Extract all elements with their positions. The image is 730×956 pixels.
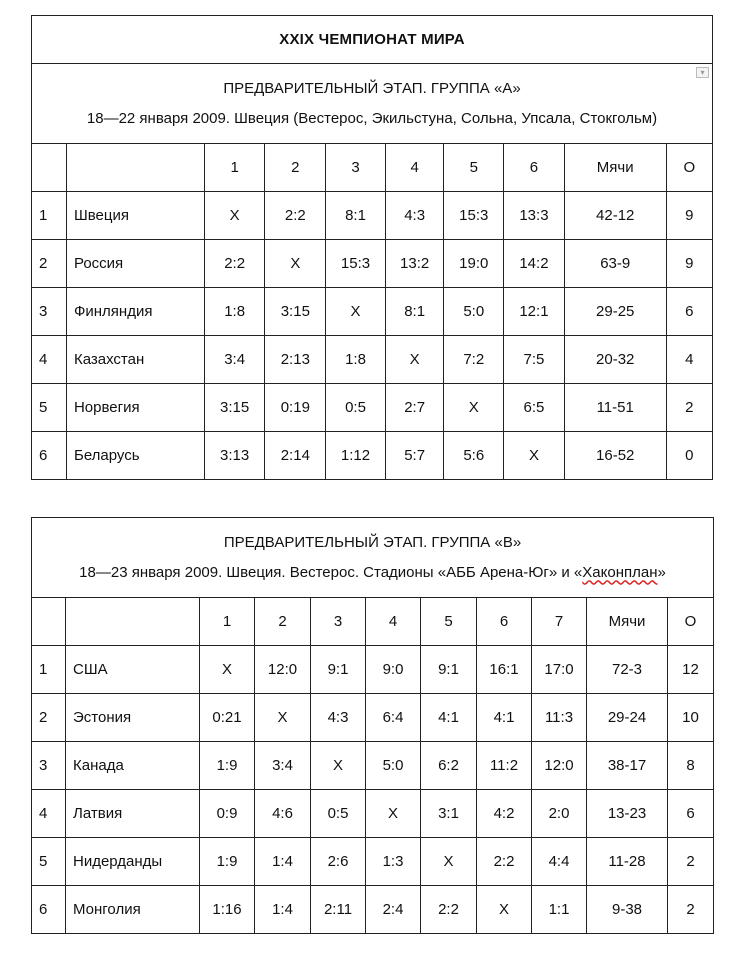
- place-cell: 4: [32, 790, 66, 838]
- result-cell: 0:5: [311, 790, 366, 838]
- championship-title: XXIX ЧЕМПИОНАТ МИРА: [32, 16, 713, 64]
- table-row: [32, 886, 714, 934]
- team-name-cell: Латвия: [66, 790, 200, 838]
- result-cell: 1:8: [326, 336, 386, 384]
- team-name-cell: Канада: [66, 742, 200, 790]
- column-header: 7: [532, 598, 587, 646]
- team-name-cell: Россия: [66, 240, 204, 288]
- result-cell: 19:0: [444, 240, 504, 288]
- column-header: 5: [421, 598, 477, 646]
- goals-cell: 11-28: [587, 838, 668, 886]
- result-cell: 8:1: [385, 288, 444, 336]
- result-cell: 2:7: [385, 384, 444, 432]
- team-name-cell: США: [66, 646, 200, 694]
- place-cell: 2: [32, 240, 67, 288]
- result-cell: 5:6: [444, 432, 504, 480]
- goals-cell: 72-3: [587, 646, 668, 694]
- group-b-subheader-main: 18—23 января 2009. Швеция. Вестерос. Стадионы «АББ Арена-Юг» и «: [79, 563, 583, 581]
- column-header: 2: [265, 144, 326, 192]
- group-a-table: [31, 15, 713, 480]
- team-column-header: [66, 144, 204, 192]
- points-cell: 6: [668, 790, 714, 838]
- result-cell: 2:14: [265, 432, 326, 480]
- result-cell: 8:1: [326, 192, 386, 240]
- table-row: [32, 694, 714, 742]
- result-cell: 3:1: [421, 790, 477, 838]
- result-cell: 12:0: [255, 646, 311, 694]
- result-cell: 2:2: [265, 192, 326, 240]
- result-cell: 0:9: [200, 790, 255, 838]
- result-cell: 7:5: [504, 336, 565, 384]
- group-b-column-header-row: [32, 598, 714, 646]
- table-row: [32, 336, 713, 384]
- result-cell: X: [265, 240, 326, 288]
- team-name-cell: Беларусь: [66, 432, 204, 480]
- group-b-table: [31, 517, 714, 934]
- table-row: [32, 192, 713, 240]
- points-column-header: О: [668, 598, 714, 646]
- place-cell: 4: [32, 336, 67, 384]
- result-cell: 15:3: [326, 240, 386, 288]
- table-row: [32, 742, 714, 790]
- result-cell: 5:0: [444, 288, 504, 336]
- table-row: [32, 790, 714, 838]
- result-cell: 1:3: [366, 838, 421, 886]
- result-cell: 1:8: [204, 288, 265, 336]
- result-cell: 2:11: [311, 886, 366, 934]
- column-header: 2: [255, 598, 311, 646]
- goals-cell: 63-9: [564, 240, 666, 288]
- goals-cell: 9-38: [587, 886, 668, 934]
- place-cell: 2: [32, 694, 66, 742]
- result-cell: 1:4: [255, 886, 311, 934]
- column-header: 4: [385, 144, 444, 192]
- result-cell: 0:19: [265, 384, 326, 432]
- goals-column-header: Мячи: [564, 144, 666, 192]
- result-cell: 1:16: [200, 886, 255, 934]
- result-cell: 2:4: [366, 886, 421, 934]
- team-name-cell: Финляндия: [66, 288, 204, 336]
- points-cell: 4: [666, 336, 712, 384]
- place-cell: 1: [32, 192, 67, 240]
- result-cell: X: [504, 432, 565, 480]
- group-b-subheader-end: »: [657, 563, 666, 581]
- column-header: 6: [504, 144, 565, 192]
- result-cell: 4:2: [477, 790, 532, 838]
- group-b-header: ПРЕДВАРИТЕЛЬНЫЙ ЭТАП. ГРУППА «В»: [223, 533, 522, 551]
- result-cell: 4:6: [255, 790, 311, 838]
- result-cell: 11:2: [477, 742, 532, 790]
- result-cell: 13:3: [504, 192, 565, 240]
- place-column-header: [32, 144, 67, 192]
- team-name-cell: Нидерданды: [66, 838, 200, 886]
- goals-cell: 38-17: [587, 742, 668, 790]
- points-cell: 0: [666, 432, 712, 480]
- result-cell: 2:2: [204, 240, 265, 288]
- points-column-header: О: [666, 144, 712, 192]
- goals-cell: 20-32: [564, 336, 666, 384]
- result-cell: X: [385, 336, 444, 384]
- dropdown-marker-icon[interactable]: ▾: [696, 67, 709, 78]
- points-cell: 2: [668, 838, 714, 886]
- result-cell: X: [421, 838, 477, 886]
- group-b-rows: [32, 646, 714, 934]
- points-cell: 2: [666, 384, 712, 432]
- group-a-subheader: 18—22 января 2009. Швеция (Вестерос, Экильстуна, Сольна, Упсала, Стокгольм): [86, 109, 658, 127]
- result-cell: 12:1: [504, 288, 565, 336]
- result-cell: X: [444, 384, 504, 432]
- table-row: [32, 646, 714, 694]
- group-a-header-block: [32, 64, 713, 144]
- group-a-column-header-row: [32, 144, 713, 192]
- result-cell: 4:1: [421, 694, 477, 742]
- points-cell: 10: [668, 694, 714, 742]
- result-cell: 3:15: [204, 384, 265, 432]
- result-cell: 6:2: [421, 742, 477, 790]
- result-cell: X: [200, 646, 255, 694]
- points-cell: 12: [668, 646, 714, 694]
- result-cell: 2:2: [421, 886, 477, 934]
- result-cell: 4:1: [477, 694, 532, 742]
- result-cell: 5:0: [366, 742, 421, 790]
- place-cell: 5: [32, 384, 67, 432]
- spellcheck-flagged-word[interactable]: Хаконплан: [582, 563, 658, 581]
- goals-cell: 11-51: [564, 384, 666, 432]
- group-a-header: ПРЕДВАРИТЕЛЬНЫЙ ЭТАП. ГРУППА «А»: [223, 79, 521, 97]
- table-row: [32, 240, 713, 288]
- result-cell: 2:13: [265, 336, 326, 384]
- result-cell: 17:0: [532, 646, 587, 694]
- group-a-rows: [32, 192, 713, 480]
- column-header: 4: [366, 598, 421, 646]
- result-cell: 9:1: [421, 646, 477, 694]
- result-cell: 3:4: [255, 742, 311, 790]
- result-cell: 6:5: [504, 384, 565, 432]
- result-cell: 1:4: [255, 838, 311, 886]
- result-cell: 3:13: [204, 432, 265, 480]
- result-cell: 0:5: [326, 384, 386, 432]
- result-cell: 5:7: [385, 432, 444, 480]
- points-cell: 8: [668, 742, 714, 790]
- result-cell: 9:0: [366, 646, 421, 694]
- place-cell: 6: [32, 432, 67, 480]
- result-cell: 2:0: [532, 790, 587, 838]
- table-row: [32, 288, 713, 336]
- goals-column-header: Мячи: [587, 598, 668, 646]
- place-cell: 1: [32, 646, 66, 694]
- team-name-cell: Швеция: [66, 192, 204, 240]
- team-name-cell: Казахстан: [66, 336, 204, 384]
- result-cell: 4:3: [385, 192, 444, 240]
- place-cell: 3: [32, 742, 66, 790]
- result-cell: X: [326, 288, 386, 336]
- column-header: 3: [311, 598, 366, 646]
- result-cell: X: [204, 192, 265, 240]
- table-row: [32, 384, 713, 432]
- column-header: 3: [326, 144, 386, 192]
- result-cell: 14:2: [504, 240, 565, 288]
- result-cell: 2:2: [477, 838, 532, 886]
- result-cell: 3:4: [204, 336, 265, 384]
- group-b-subheader: [32, 558, 713, 588]
- result-cell: 4:4: [532, 838, 587, 886]
- table-row: [32, 838, 714, 886]
- team-name-cell: Монголия: [66, 886, 200, 934]
- goals-cell: 29-25: [564, 288, 666, 336]
- group-b-header-block: [32, 518, 714, 598]
- table-row: [32, 432, 713, 480]
- place-cell: 6: [32, 886, 66, 934]
- place-column-header: [32, 598, 66, 646]
- result-cell: X: [311, 742, 366, 790]
- team-column-header: [66, 598, 200, 646]
- result-cell: 13:2: [385, 240, 444, 288]
- result-cell: 3:15: [265, 288, 326, 336]
- result-cell: X: [255, 694, 311, 742]
- result-cell: 9:1: [311, 646, 366, 694]
- result-cell: 1:9: [200, 838, 255, 886]
- column-header: 5: [444, 144, 504, 192]
- place-cell: 5: [32, 838, 66, 886]
- result-cell: 12:0: [532, 742, 587, 790]
- column-header: 1: [204, 144, 265, 192]
- result-cell: 1:9: [200, 742, 255, 790]
- result-cell: 1:12: [326, 432, 386, 480]
- column-header: 6: [477, 598, 532, 646]
- result-cell: 2:6: [311, 838, 366, 886]
- result-cell: 4:3: [311, 694, 366, 742]
- result-cell: 1:1: [532, 886, 587, 934]
- result-cell: 0:21: [200, 694, 255, 742]
- result-cell: 7:2: [444, 336, 504, 384]
- goals-cell: 29-24: [587, 694, 668, 742]
- points-cell: 2: [668, 886, 714, 934]
- column-header: 1: [200, 598, 255, 646]
- goals-cell: 16-52: [564, 432, 666, 480]
- goals-cell: 13-23: [587, 790, 668, 838]
- team-name-cell: Эстония: [66, 694, 200, 742]
- points-cell: 6: [666, 288, 712, 336]
- points-cell: 9: [666, 240, 712, 288]
- result-cell: 11:3: [532, 694, 587, 742]
- result-cell: 6:4: [366, 694, 421, 742]
- result-cell: 15:3: [444, 192, 504, 240]
- points-cell: 9: [666, 192, 712, 240]
- result-cell: X: [477, 886, 532, 934]
- team-name-cell: Норвегия: [66, 384, 204, 432]
- result-cell: X: [366, 790, 421, 838]
- result-cell: 16:1: [477, 646, 532, 694]
- goals-cell: 42-12: [564, 192, 666, 240]
- place-cell: 3: [32, 288, 67, 336]
